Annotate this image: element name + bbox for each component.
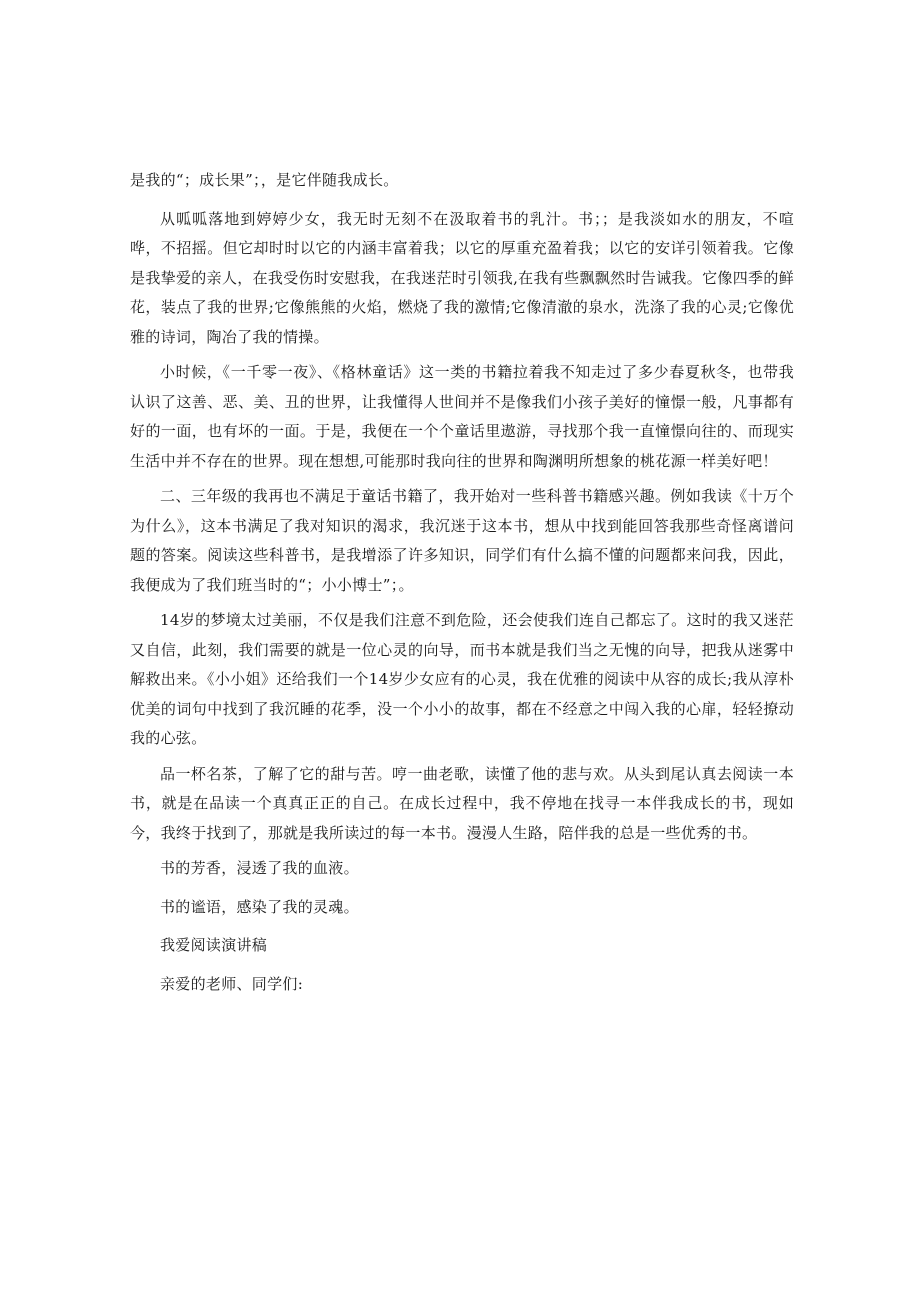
paragraph-2: 从呱呱落地到婷婷少女，我无时无刻不在汲取着书的乳汁。书；；是我淡如水的朋友，不喧哗，不招摇。但它却时时以它的内涵丰富着我；以它的厚重充盈着我；以它的安详引领着我。它像是我挚爱的亲人，在我受伤时安慰我，在我迷茫时引领我,在我有些飘飘然时告诫我。它像四季的鲜花，装点了我的世界;它像熊熊的火焰，燃烧了我的激情;它像清澈的泉水，洗涤了我的心灵;它像优雅的诗词，陶冶了我的情操。 <box>130 209 794 346</box>
document-page <box>130 166 794 1008</box>
paragraph-5: 14岁的梦境太过美丽，不仅是我们注意不到危险，还会使我们连自己都忘了。这时的我又迷茫又自信，此刻，我们需要的就是一位心灵的向导，而书本就是我们当之无愧的向导，把我从迷雾中解救出来。《小小姐》还给我们一个14岁少女应有的心灵，我在优雅的阅读中从容的成长;我从淳朴优美的词句中找到了我沉睡的花季，没一个小小的故事，都在不经意之中闯入我的心扉，轻轻撩动我的心弦。 <box>130 611 794 747</box>
salutation: 亲爱的老师、同学们: <box>160 974 304 993</box>
paragraph-3: 小时候，《一千零一夜》、《格林童话》这一类的书籍拉着我不知走过了多少春夏秋冬，也带我认识了这善、恶、美、丑的世界，让我懂得人世间并不是像我们小孩子美好的憧憬一般，凡事都有好的一面，也有坏的一面。于是，我便在一个个童话里遨游，寻找那个我一直憧憬向往的、而现实生活中并不存在的世界。现在想想,可能那时我向往的世界和陶渊明所想象的桃花源一样美好吧！ <box>130 363 794 470</box>
paragraph-8: 书的谧语，感染了我的灵魂。 <box>160 897 359 916</box>
paragraph-4: 二、三年级的我再也不满足于童话书籍了，我开始对一些科普书籍感兴趣。例如我读《十万个为什么》，这本书满足了我对知识的渴求，我沉迷于这本书，想从中找到能回答我那些奇怪离谱问题的答案。阅读这些科普书，是我增添了许多知识，同学们有什么搞不懂的问题都来问我，因此，我便成为了我们班当时的“；小小博士”；。 <box>130 487 794 594</box>
paragraph-7: 书的芳香，浸透了我的血液。 <box>160 859 359 877</box>
paragraph-6: 品一杯名茶，了解了它的甜与苦。哼一曲老歌，读懂了他的悲与欢。从头到尾认真去阅读一本书，就是在品读一个真真正正的自己。在成长过程中，我不停地在找寻一本伴我成长的书，现如今，我终于找到了，那就是我所读过的每一本书。漫漫人生路，陪伴我的总是一些优秀的书。 <box>130 764 794 842</box>
section-title: 我爱阅读演讲稿 <box>160 936 268 954</box>
paragraph-1: 是我的“；成长果”；，是它伴随我成长。 <box>130 171 399 189</box>
